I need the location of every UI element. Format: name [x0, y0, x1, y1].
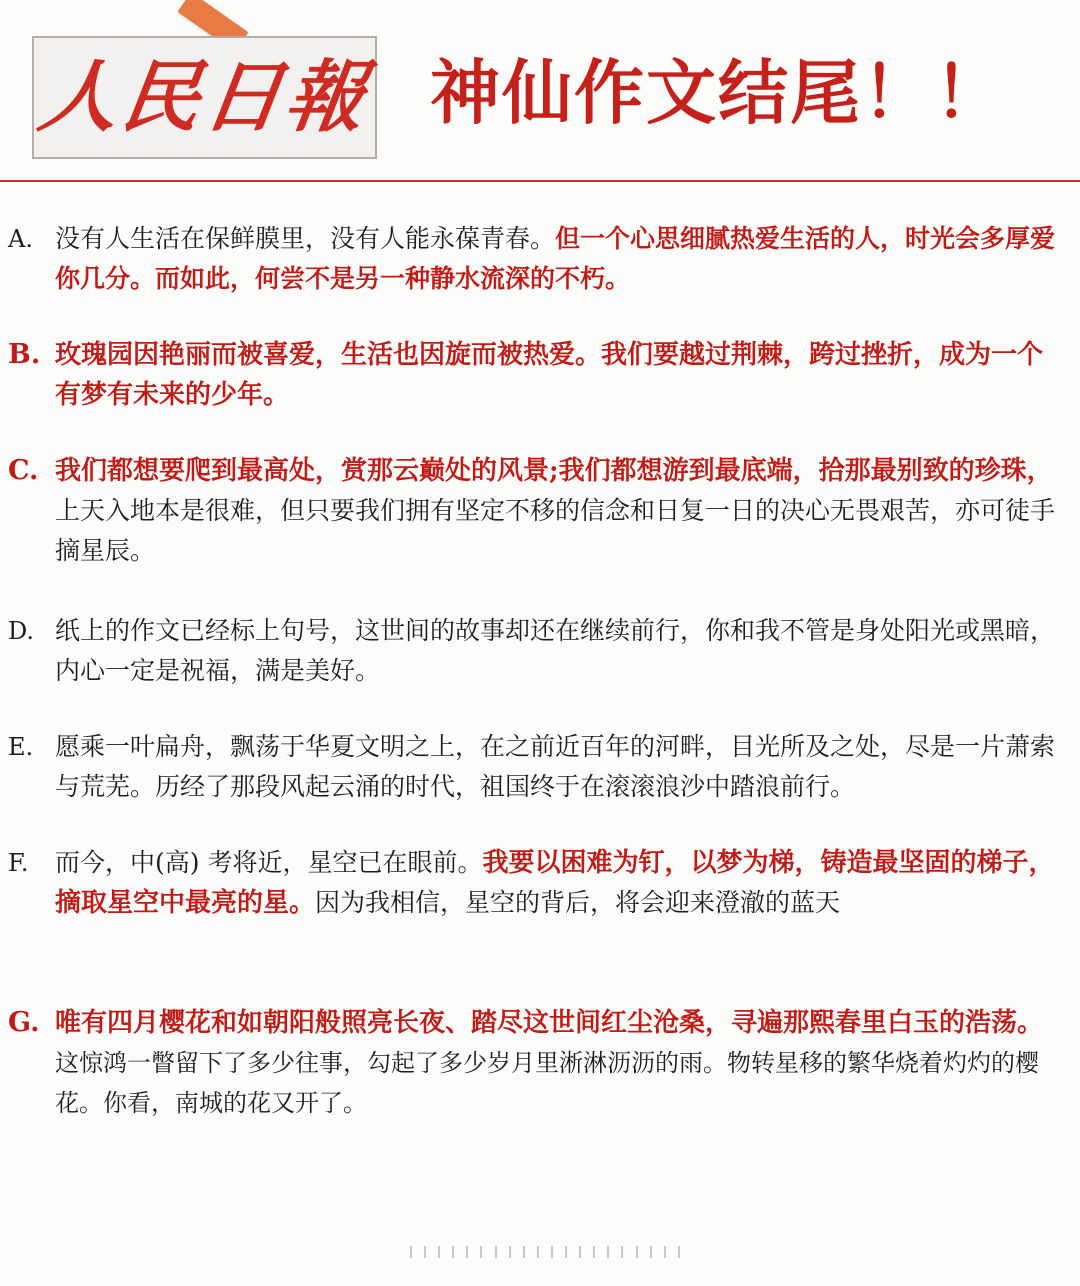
item-text [55, 611, 1055, 691]
item-text [55, 219, 1060, 299]
item-text [55, 451, 1055, 571]
newspaper-logo [32, 36, 377, 159]
text-segment-highlight: 我们都想要爬到最高处，赏那云巅处的风景;我们都想游到最底端，拾那最别致的珍珠， [55, 456, 1053, 486]
text-segment-highlight: 但一个心思细腻热爱生活的人，时光会多厚爱你几分。而如此，何尝不是另一种静水流深的不朽。 [55, 224, 1056, 293]
text-segment: 而今，中(高) 考将近，星空已在眼前。 [55, 848, 483, 877]
page-title: 神仙作文结尾！！ [430, 52, 1006, 134]
item-marker: D. [8, 617, 35, 645]
item-text [55, 335, 1060, 415]
text-segment: 愿乘一叶扁舟，飘荡于华夏文明之上，在之前近百年的河畔，目光所及之处，尽是一片萧索与荒芜。历经了那段风起云涌的时代，祖国终于在滚滚浪沙中踏浪前行。 [55, 732, 1056, 801]
item-marker: F. [8, 849, 29, 877]
text-segment: 纸上的作文已经标上句号，这世间的故事却还在继续前行，你和我不管是身处阳光或黑暗，内心一定是祝福，满是美好。 [55, 616, 1056, 685]
text-segment: 没有人生活在保鲜膜里，没有人能永葆青春。 [55, 224, 556, 253]
item-marker: A. [8, 225, 33, 253]
item-text [55, 843, 1060, 923]
item-text [55, 1003, 1065, 1123]
item-marker: E. [8, 733, 34, 761]
item-marker: C. [8, 455, 39, 486]
text-segment-highlight: 唯有四月樱花和如朝阳般照亮长夜、踏尽这世间红尘沧桑，寻遍那熙春里白玉的浩荡。 [55, 1008, 1044, 1038]
item-text [55, 727, 1055, 807]
item-marker: B. [8, 339, 41, 370]
page-indicator [410, 1245, 680, 1259]
logo-text: 人民日報 [34, 51, 375, 143]
text-segment: 上天入地本是很难，但只要我们拥有坚定不移的信念和日复一日的决心无畏艰苦，亦可徒手摘星辰。 [55, 496, 1056, 565]
text-segment: 因为我相信，星空的背后，将会迎来澄澈的蓝天 [315, 888, 841, 917]
item-marker: G. [8, 1007, 40, 1038]
text-segment: 这惊鸿一瞥留下了多少往事，勾起了多少岁月里淅淋沥沥的雨。物转星移的繁华烧着灼灼的樱花。你看，南城的花又开了。 [55, 1049, 1039, 1117]
text-segment-highlight: 玫瑰园因艳丽而被喜爱，生活也因旋而被热爱。我们要越过荆棘，跨过挫折，成为一个有梦有未来的少年。 [55, 340, 1044, 410]
text-segment-highlight: 我要以困难为钉，以梦为梯，铸造最坚固的梯子，摘取星空中最亮的星。 [55, 848, 1055, 918]
header-divider [0, 180, 1080, 182]
